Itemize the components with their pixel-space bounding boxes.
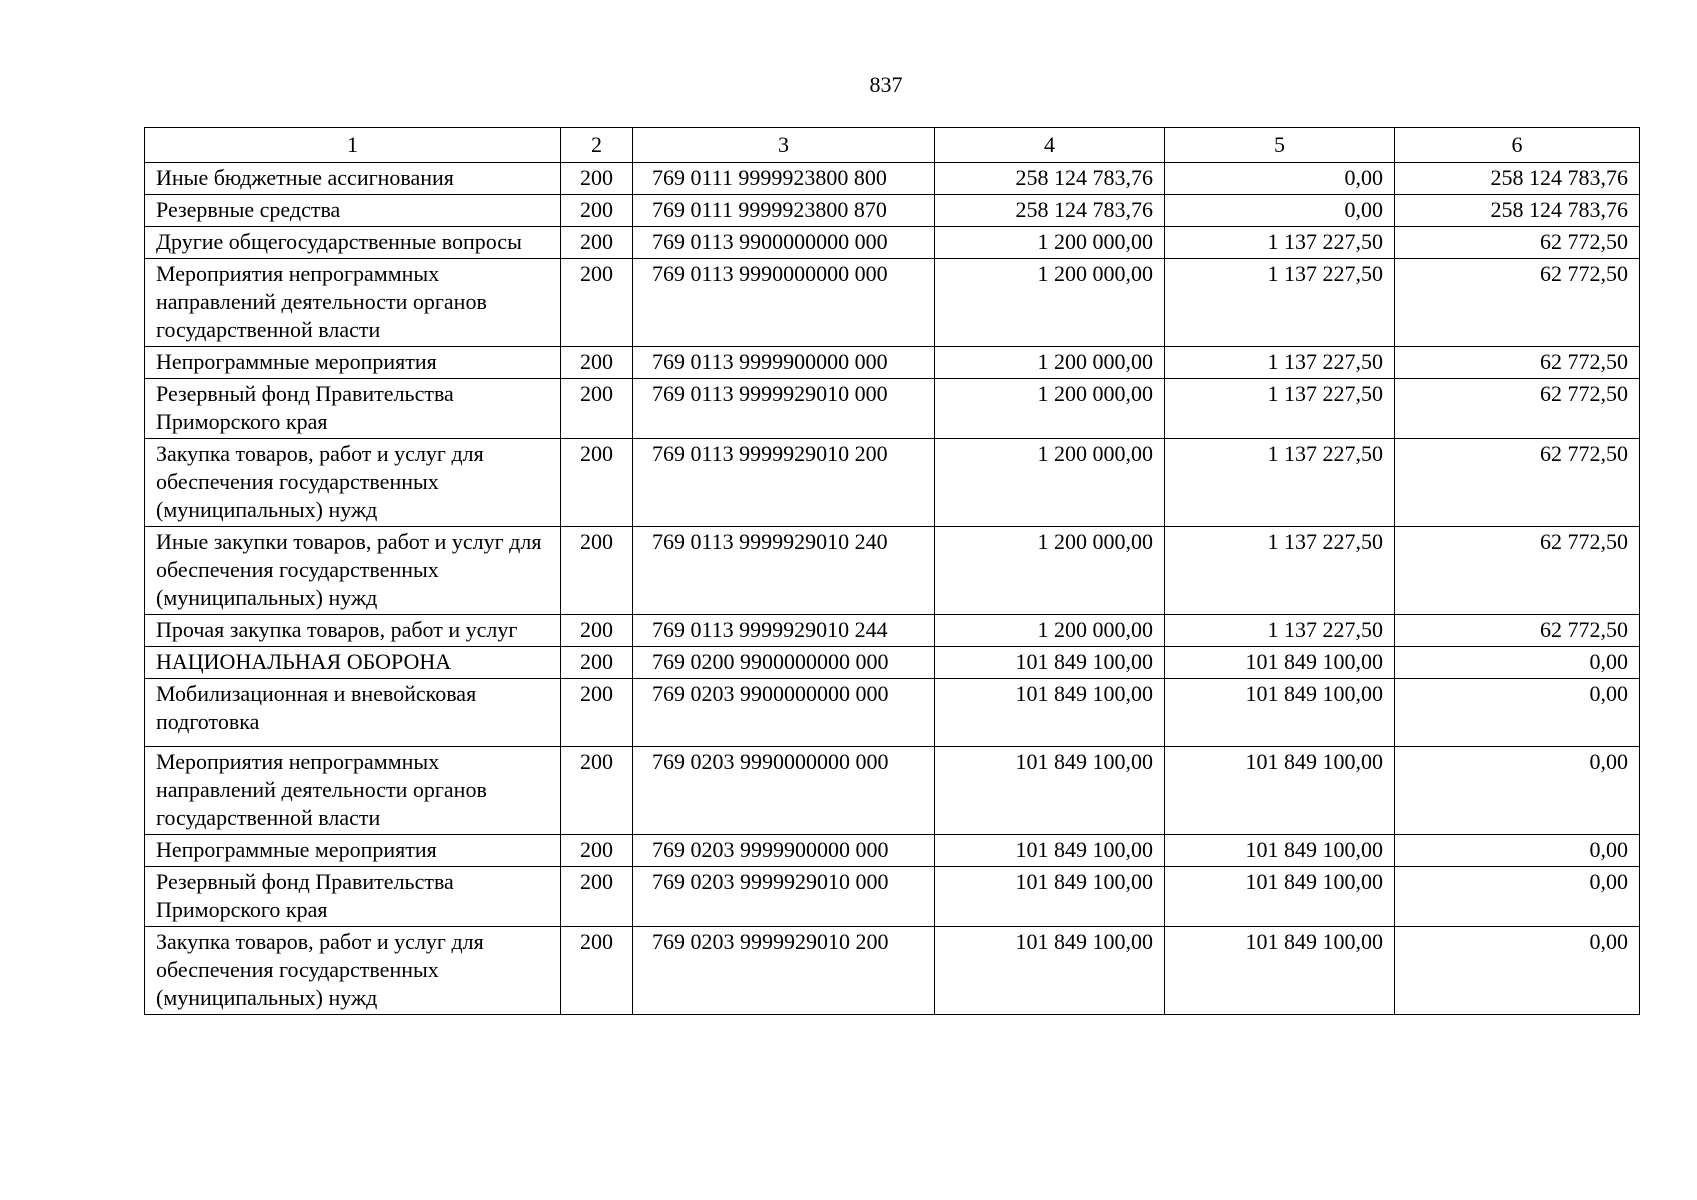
row-col6: 258 124 783,76 [1395, 163, 1640, 195]
table-row [145, 747, 1640, 835]
row-col6: 0,00 [1395, 679, 1640, 747]
row-col5: 1 137 227,50 [1165, 227, 1395, 259]
row-code: 769 0203 9999929010 200 [633, 927, 935, 1015]
row-name: Мероприятия непрограммных направлений деятельности органов государственной власти [145, 747, 561, 835]
table-row [145, 835, 1640, 867]
table-row [145, 163, 1640, 195]
row-code: 769 0113 9999929010 240 [633, 527, 935, 615]
row-code: 769 0113 9999929010 000 [633, 379, 935, 439]
row-section: 200 [561, 747, 633, 835]
row-code: 769 0203 9999929010 000 [633, 867, 935, 927]
row-name: НАЦИОНАЛЬНАЯ ОБОРОНА [145, 647, 561, 679]
row-col5: 101 849 100,00 [1165, 927, 1395, 1015]
row-col6: 0,00 [1395, 927, 1640, 1015]
row-col5: 0,00 [1165, 195, 1395, 227]
row-col4: 1 200 000,00 [935, 347, 1165, 379]
row-col4: 101 849 100,00 [935, 647, 1165, 679]
table-row [145, 527, 1640, 615]
row-col5: 101 849 100,00 [1165, 647, 1395, 679]
row-section: 200 [561, 227, 633, 259]
header-row [145, 128, 1640, 163]
table-row [145, 227, 1640, 259]
row-name: Резервные средства [145, 195, 561, 227]
row-section: 200 [561, 347, 633, 379]
column-header: 4 [935, 128, 1165, 163]
row-code: 769 0111 9999923800 870 [633, 195, 935, 227]
row-name: Резервный фонд Правительства Приморского края [145, 867, 561, 927]
table-row [145, 439, 1640, 527]
row-col4: 101 849 100,00 [935, 679, 1165, 747]
row-col5: 101 849 100,00 [1165, 747, 1395, 835]
row-code: 769 0113 9999929010 200 [633, 439, 935, 527]
row-col4: 258 124 783,76 [935, 195, 1165, 227]
row-name: Непрограммные мероприятия [145, 835, 561, 867]
row-section: 200 [561, 379, 633, 439]
row-code: 769 0203 9990000000 000 [633, 747, 935, 835]
row-col6: 62 772,50 [1395, 527, 1640, 615]
row-col6: 62 772,50 [1395, 347, 1640, 379]
row-code: 769 0111 9999923800 800 [633, 163, 935, 195]
row-name: Закупка товаров, работ и услуг для обеспечения государственных (муниципальных) нужд [145, 927, 561, 1015]
row-section: 200 [561, 259, 633, 347]
column-header: 2 [561, 128, 633, 163]
row-section: 200 [561, 195, 633, 227]
row-section: 200 [561, 527, 633, 615]
row-code: 769 0203 9900000000 000 [633, 679, 935, 747]
row-col4: 1 200 000,00 [935, 259, 1165, 347]
row-section: 200 [561, 867, 633, 927]
row-col4: 101 849 100,00 [935, 747, 1165, 835]
row-code: 769 0200 9900000000 000 [633, 647, 935, 679]
row-col4: 1 200 000,00 [935, 615, 1165, 647]
row-code: 769 0113 9900000000 000 [633, 227, 935, 259]
row-section: 200 [561, 679, 633, 747]
row-col5: 101 849 100,00 [1165, 679, 1395, 747]
row-code: 769 0113 9999900000 000 [633, 347, 935, 379]
row-name: Прочая закупка товаров, работ и услуг [145, 615, 561, 647]
row-name: Закупка товаров, работ и услуг для обеспечения государственных (муниципальных) нужд [145, 439, 561, 527]
row-name: Непрограммные мероприятия [145, 347, 561, 379]
row-col4: 1 200 000,00 [935, 527, 1165, 615]
table-row [145, 867, 1640, 927]
row-col4: 258 124 783,76 [935, 163, 1165, 195]
row-col5: 1 137 227,50 [1165, 259, 1395, 347]
table-row [145, 647, 1640, 679]
row-col6: 62 772,50 [1395, 439, 1640, 527]
row-col5: 1 137 227,50 [1165, 615, 1395, 647]
row-col6: 62 772,50 [1395, 227, 1640, 259]
column-header: 1 [145, 128, 561, 163]
row-code: 769 0113 9990000000 000 [633, 259, 935, 347]
row-section: 200 [561, 163, 633, 195]
table-row [145, 615, 1640, 647]
table-row [145, 379, 1640, 439]
row-col5: 0,00 [1165, 163, 1395, 195]
row-col5: 1 137 227,50 [1165, 439, 1395, 527]
row-section: 200 [561, 927, 633, 1015]
row-col6: 62 772,50 [1395, 615, 1640, 647]
row-col6: 62 772,50 [1395, 379, 1640, 439]
row-name: Другие общегосударственные вопросы [145, 227, 561, 259]
row-name: Мероприятия непрограммных направлений деятельности органов государственной власти [145, 259, 561, 347]
row-section: 200 [561, 647, 633, 679]
row-code: 769 0113 9999929010 244 [633, 615, 935, 647]
row-col6: 0,00 [1395, 747, 1640, 835]
column-header: 5 [1165, 128, 1395, 163]
budget-table [144, 127, 1640, 1015]
row-col5: 101 849 100,00 [1165, 835, 1395, 867]
page-number: 837 [869, 72, 903, 97]
row-col4: 1 200 000,00 [935, 227, 1165, 259]
row-col4: 101 849 100,00 [935, 867, 1165, 927]
table-row [145, 195, 1640, 227]
row-col4: 1 200 000,00 [935, 379, 1165, 439]
row-col4: 101 849 100,00 [935, 835, 1165, 867]
row-col5: 1 137 227,50 [1165, 527, 1395, 615]
table-row [145, 347, 1640, 379]
table-row [145, 679, 1640, 747]
row-name: Иные бюджетные ассигнования [145, 163, 561, 195]
row-col5: 101 849 100,00 [1165, 867, 1395, 927]
column-header: 6 [1395, 128, 1640, 163]
row-col4: 1 200 000,00 [935, 439, 1165, 527]
row-col6: 0,00 [1395, 867, 1640, 927]
table-row [145, 927, 1640, 1015]
row-name: Резервный фонд Правительства Приморского края [145, 379, 561, 439]
row-col6: 258 124 783,76 [1395, 195, 1640, 227]
table-row [145, 259, 1640, 347]
row-col5: 1 137 227,50 [1165, 379, 1395, 439]
row-code: 769 0203 9999900000 000 [633, 835, 935, 867]
row-col6: 0,00 [1395, 647, 1640, 679]
row-col4: 101 849 100,00 [935, 927, 1165, 1015]
row-section: 200 [561, 835, 633, 867]
column-header: 3 [633, 128, 935, 163]
row-col6: 62 772,50 [1395, 259, 1640, 347]
row-name: Мобилизационная и вневойсковая подготовка [145, 679, 561, 747]
row-col6: 0,00 [1395, 835, 1640, 867]
row-col5: 1 137 227,50 [1165, 347, 1395, 379]
row-section: 200 [561, 439, 633, 527]
row-name: Иные закупки товаров, работ и услуг для обеспечения государственных (муниципальных) нужд [145, 527, 561, 615]
row-section: 200 [561, 615, 633, 647]
